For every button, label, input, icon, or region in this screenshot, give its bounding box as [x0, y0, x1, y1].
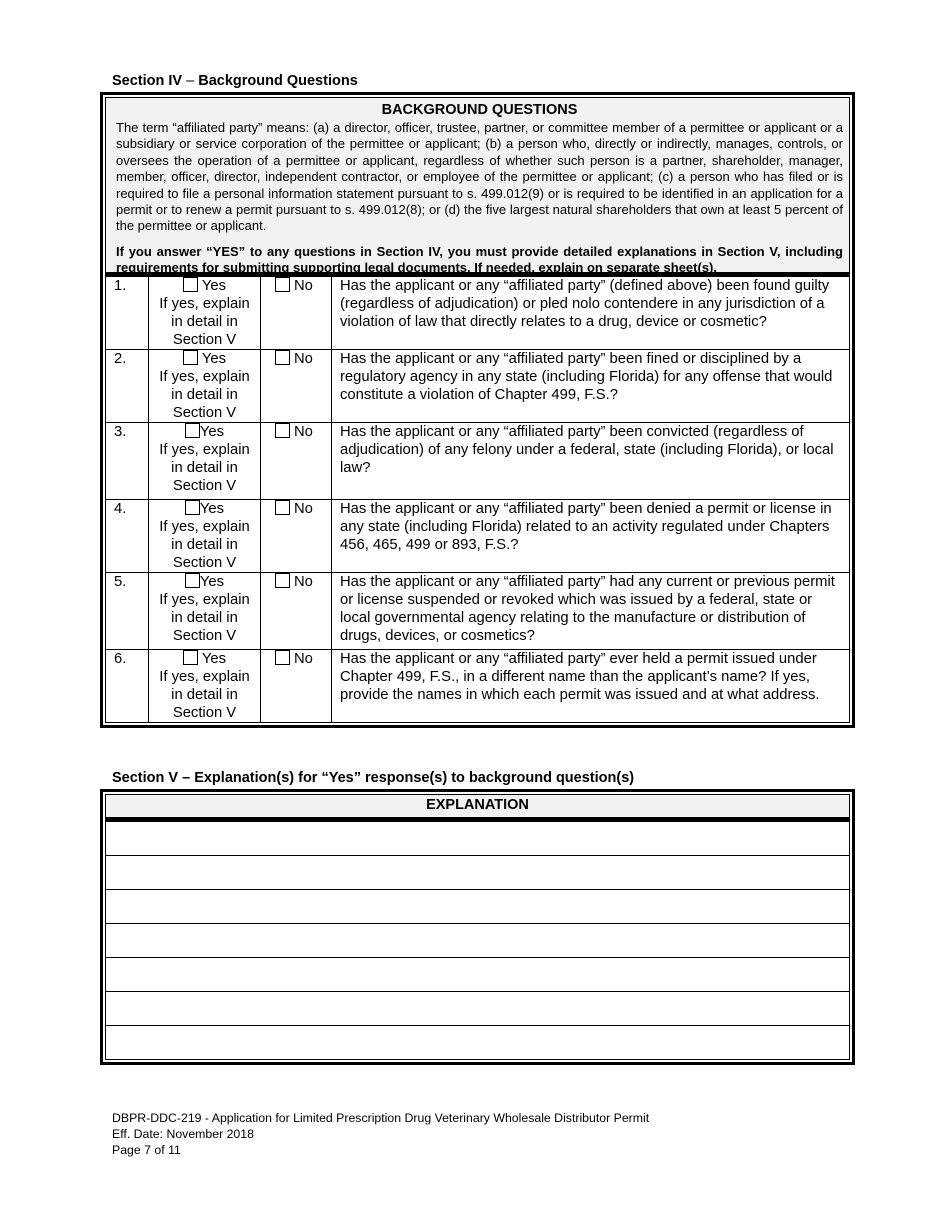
explain-note: If yes, explain	[159, 296, 250, 312]
no-checkbox[interactable]	[275, 573, 290, 588]
section-iv-heading: Section IV – Background Questions	[112, 73, 358, 89]
question-number: 5.	[106, 573, 149, 650]
no-cell	[261, 573, 332, 650]
yes-label: Yes	[199, 424, 225, 440]
explain-note: Section V	[172, 478, 237, 494]
question-row	[106, 350, 850, 423]
no-checkbox[interactable]	[275, 500, 290, 515]
explain-note: in detail in	[171, 460, 238, 476]
yes-checkbox[interactable]	[183, 277, 198, 292]
no-checkbox[interactable]	[275, 650, 290, 665]
question-number: 2.	[106, 350, 149, 423]
explanation-line[interactable]	[105, 992, 850, 1026]
explanation-title: EXPLANATION	[105, 794, 850, 818]
no-label: No	[294, 278, 313, 294]
page-number: Page 7 of 11	[112, 1143, 181, 1157]
yes-cell	[149, 423, 261, 500]
yes-label: Yes	[201, 278, 227, 294]
explanation-line[interactable]	[105, 958, 850, 992]
no-label: No	[294, 424, 313, 440]
explanation-box	[100, 789, 855, 1065]
explanation-line[interactable]	[105, 890, 850, 924]
explanation-line[interactable]	[105, 856, 850, 890]
explain-note: in detail in	[171, 687, 238, 703]
question-row	[106, 650, 850, 723]
yes-cell	[149, 277, 261, 350]
yes-label: Yes	[199, 574, 225, 590]
explain-note: in detail in	[171, 610, 238, 626]
explain-note: If yes, explain	[159, 592, 250, 608]
question-row	[106, 277, 850, 350]
question-text: Has the applicant or any “affiliated party” been convicted (regardless of adjudication) of any felony under a federal, state (including Florida), or local law?	[332, 423, 850, 500]
no-cell	[261, 500, 332, 573]
yes-answer-instruction: If you answer “YES” to any questions in Section IV, you must provide detailed explanations in Section V, including requirements for submitting supporting legal documents. If needed, explain on separate sheet(s).	[116, 243, 843, 276]
explanation-line[interactable]	[105, 924, 850, 958]
section-v-heading: Section V – Explanation(s) for “Yes” response(s) to background question(s)	[112, 770, 635, 786]
yes-checkbox[interactable]	[185, 500, 200, 515]
no-cell	[261, 650, 332, 723]
no-cell	[261, 423, 332, 500]
explain-note: Section V	[172, 405, 237, 421]
explain-note: Section V	[172, 555, 237, 571]
question-row	[106, 500, 850, 573]
explain-note: Section V	[172, 705, 237, 721]
explain-note: If yes, explain	[159, 442, 250, 458]
question-number: 4.	[106, 500, 149, 573]
question-text: Has the applicant or any “affiliated party” been fined or disciplined by a regulatory agency in any state (including Florida) for any offense that would constitute a violation of Chapter 499, F.S.?	[332, 350, 850, 423]
yes-cell	[149, 500, 261, 573]
explain-note: in detail in	[171, 387, 238, 403]
yes-checkbox[interactable]	[183, 350, 198, 365]
explain-note: in detail in	[171, 314, 238, 330]
no-label: No	[294, 574, 313, 590]
no-cell	[261, 350, 332, 423]
background-questions-table	[105, 276, 850, 723]
effective-date: Eff. Date: November 2018	[112, 1127, 254, 1141]
yes-cell	[149, 650, 261, 723]
question-number: 3.	[106, 423, 149, 500]
yes-label: Yes	[201, 651, 227, 667]
yes-label: Yes	[199, 501, 225, 517]
explain-note: Section V	[172, 628, 237, 644]
yes-checkbox[interactable]	[185, 573, 200, 588]
question-text: Has the applicant or any “affiliated party” had any current or previous permit or license suspended or revoked which was issued by a federal, state or local governmental agency relating to the manufacture or distribution of drugs, devices, or cosmetics?	[332, 573, 850, 650]
affiliated-party-definition: The term “affiliated party” means: (a) a director, officer, trustee, partner, or committee member of a permittee or applicant or a subsidiary or service corporation of the permittee or applicant; (b) a person who, directly or indirectly, manages, controls, or oversees the operation of a permittee or applicant, regardless of whether such person is a partner, shareholder, manager, member, officer, director, independent contractor, or employee of the permittee or applicant; (c) a person who has filed or is required to file a personal information statement pursuant to s. 499.012(9) or is required to be identified in an application for a permit or to renew a permit pursuant to s. 499.012(8); or (d) the five largest natural shareholders that own at least 5 percent of the permittee or applicant.	[116, 120, 843, 234]
background-intro-panel	[105, 97, 850, 276]
yes-cell	[149, 573, 261, 650]
question-text: Has the applicant or any “affiliated party” (defined above) been found guilty (regardless of adjudication) or pled nolo contendere in any jurisdiction of a violation of law that directly relates to a drug, device or cosmetic?	[332, 277, 850, 350]
background-questions-box	[100, 92, 855, 728]
no-label: No	[294, 651, 313, 667]
yes-cell	[149, 350, 261, 423]
page-footer	[112, 1110, 649, 1158]
no-checkbox[interactable]	[275, 350, 290, 365]
no-checkbox[interactable]	[275, 423, 290, 438]
question-row	[106, 423, 850, 500]
no-checkbox[interactable]	[275, 277, 290, 292]
explanation-line[interactable]	[105, 1026, 850, 1060]
background-questions-title: BACKGROUND QUESTIONS	[381, 102, 578, 118]
question-number: 1.	[106, 277, 149, 350]
question-row	[106, 573, 850, 650]
explain-note: Section V	[172, 332, 237, 348]
question-text: Has the applicant or any “affiliated party” ever held a permit issued under Chapter 499, F.S., in a different name than the applicant’s name? If yes, provide the names in which each permit was issued and at what address.	[332, 650, 850, 723]
question-text: Has the applicant or any “affiliated party” been denied a permit or license in any state (including Florida) related to an activity regulated under Chapters 456, 465, 499 or 893, F.S.?	[332, 500, 850, 573]
explanation-line[interactable]	[105, 821, 850, 856]
question-number: 6.	[106, 650, 149, 723]
explain-note: If yes, explain	[159, 369, 250, 385]
no-cell	[261, 277, 332, 350]
no-label: No	[294, 351, 313, 367]
form-identifier: DBPR-DDC-219 - Application for Limited Prescription Drug Veterinary Wholesale Distributor Permit	[112, 1111, 650, 1125]
explain-note: If yes, explain	[159, 519, 250, 535]
explain-note: in detail in	[171, 537, 238, 553]
yes-checkbox[interactable]	[183, 650, 198, 665]
yes-checkbox[interactable]	[185, 423, 200, 438]
no-label: No	[294, 501, 313, 517]
explain-note: If yes, explain	[159, 669, 250, 685]
yes-label: Yes	[201, 351, 227, 367]
